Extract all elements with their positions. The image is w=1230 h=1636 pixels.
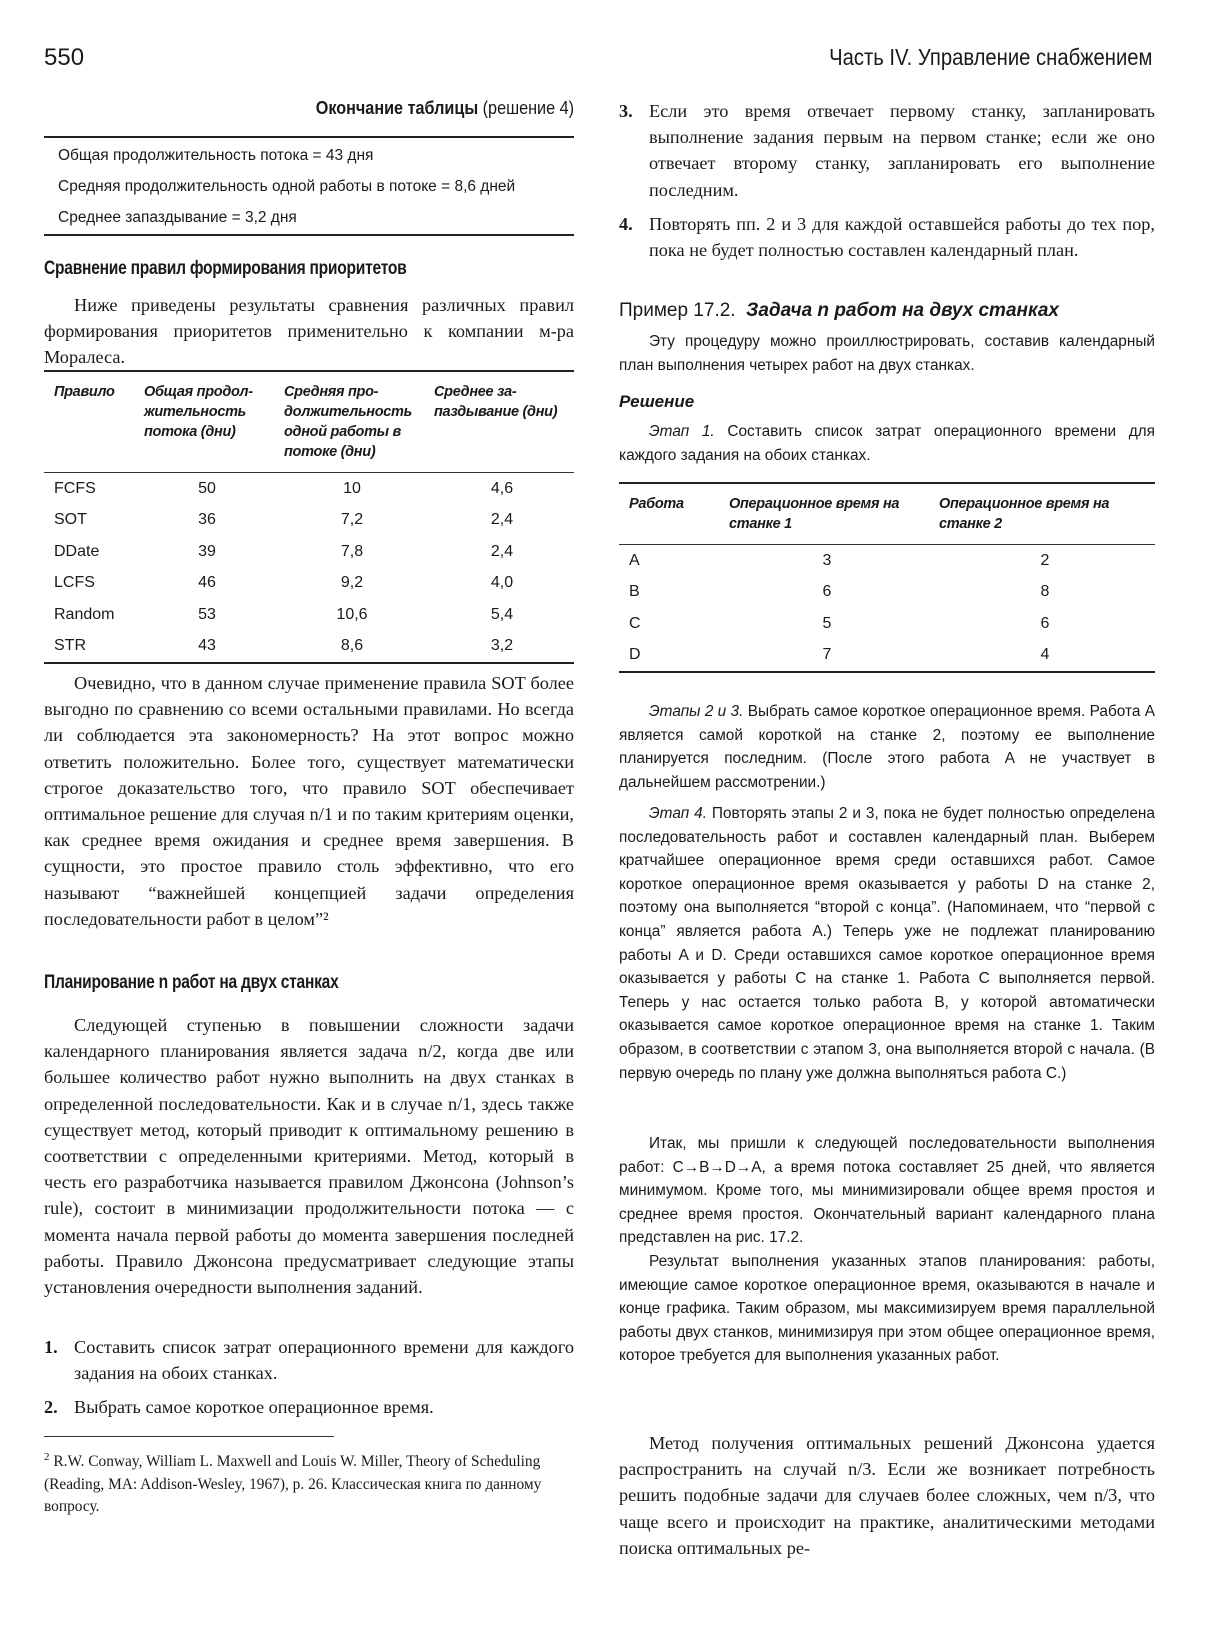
column-header: Операционное время на станке 1 <box>729 496 900 532</box>
table-cell: 5 <box>822 614 832 632</box>
table-cell: FCFS <box>54 479 96 497</box>
table-row <box>619 545 1155 577</box>
list-number: 4. <box>619 213 633 234</box>
footnote-rule <box>44 1436 334 1437</box>
footnote <box>44 1446 574 1519</box>
table-cell: STR <box>54 637 86 655</box>
solution-heading <box>619 392 1155 412</box>
column-header: Среднее за-паздывание (дни) <box>434 384 558 420</box>
table-row <box>44 536 574 568</box>
column-header: Правило <box>54 384 115 400</box>
table-cell: A <box>629 551 640 569</box>
table-cell: 4 <box>1040 646 1050 664</box>
stage-label: Этап 4. <box>649 805 707 822</box>
list-text: Если это время отвечает первому станку, запланировать выполнение задания первым на первом станке; если же оно отвечает второму станку, запланировать его выполнение последним. <box>649 101 1155 200</box>
table-row <box>44 505 574 537</box>
solution-title: Решение <box>619 392 695 411</box>
table-row <box>44 473 574 505</box>
section-heading-2 <box>44 972 574 994</box>
table-cell: 5,4 <box>490 605 514 623</box>
table-cell: 7 <box>822 646 832 664</box>
table-cell: 6 <box>822 583 832 601</box>
example-title: Задача n работ на двух станках <box>746 300 1059 321</box>
running-head: Часть IV. Управление снабжением <box>828 44 1152 70</box>
table-cell: 4,0 <box>490 574 514 592</box>
list-text: Составить список затрат операционного времени для каждого задания на обоих станках. <box>74 1337 574 1384</box>
list-item <box>44 1334 574 1386</box>
table-cell: 4,6 <box>490 479 514 497</box>
table-row <box>619 640 1155 673</box>
table-cell: 8 <box>1040 583 1050 601</box>
footnote-mark: 2 <box>44 1451 50 1463</box>
stage1-text <box>619 420 1155 467</box>
table-top-rule <box>44 136 574 138</box>
list-number: 2. <box>44 1397 58 1418</box>
table-cell: 3 <box>822 551 832 569</box>
section1-text <box>44 292 574 371</box>
table-row <box>44 599 574 631</box>
list-item <box>619 98 1155 203</box>
list-number: 1. <box>44 1337 58 1357</box>
section-title: Планирование n работ на двух станках <box>44 972 339 993</box>
table-cell: DDate <box>54 542 100 560</box>
column-header: Операционное время на станке 2 <box>939 496 1110 532</box>
continuation-table-caption <box>44 98 574 119</box>
column-header: Общая продол-жительность потока (дни) <box>144 384 253 440</box>
list-text: Выбрать самое короткое операционное время. <box>74 1397 434 1418</box>
stage-text: Повторять этапы 2 и 3, пока не будет полностью определена последовательность работ и составлен календарный план. Выберем кратчайшее операционное время среди оставшихся работ. Самое короткое операционное время оказывается у работы D на станке 2, поэтому она выполняется “второй с конца”. (Напоминаем, что “первой с конца” является работа A.) Теперь уже не подлежат планированию работы A и D. Среди оставшихся самое короткое операционное время оказывается у работы C на станке 1. Работа C выполняется первой. Теперь у нас остается только работа B, у которой автоматически оказывается самое короткое операционное время на станке 1. Таким образом, в соответствии с этапом 3, она выполняется второй с начала. (В первую очередь по плану уже должна выполняться работа C.) <box>619 805 1155 1082</box>
column-header: Работа <box>629 496 684 512</box>
stage-label: Этапы 2 и 3. <box>649 703 744 720</box>
paragraph: Ниже приведены результаты сравнения различных правил формирования приоритетов применительно к компании м-ра Моралеса. <box>44 295 574 368</box>
table-cell: LCFS <box>54 574 95 592</box>
table-cell: 46 <box>198 574 216 592</box>
table-cell: C <box>629 614 641 632</box>
table-cell: 2 <box>1040 551 1050 569</box>
table-cell: 2,4 <box>490 511 514 529</box>
continuation-table <box>44 140 574 233</box>
list-number: 3. <box>619 101 633 121</box>
paragraph: Результат выполнения указанных этапов планирования: работы, имеющие самое короткое операционное время, оказываются в начале и конце графика. Таким образом, мы максимизируем время параллельной работы двух станков, минимизируя при этом общее операционное время, которое требуется для выполнения указанных работ. <box>619 1253 1155 1365</box>
section-title: Сравнение правил формирования приоритетов <box>44 258 407 279</box>
table-row <box>44 568 574 600</box>
summary-row: Общая продолжительность потока = 43 дня <box>58 147 374 164</box>
example-number: Пример 17.2. <box>619 300 736 321</box>
table-cell: B <box>629 583 640 601</box>
discussion-text <box>44 670 574 932</box>
table-cell: 10,6 <box>336 605 368 623</box>
column-header: Средняя про-должительность одной работы в потоке (дни) <box>284 384 412 460</box>
table-bottom-rule <box>44 234 574 236</box>
stage-text: Составить список затрат операционного времени для каждого задания на обоих станках. <box>619 423 1156 464</box>
summary-row: Средняя продолжительность одной работы в потоке = 8,6 дней <box>58 178 516 195</box>
table-cell: 7,8 <box>340 542 364 560</box>
table-cell: 50 <box>198 479 216 497</box>
jobs-table <box>619 482 1155 673</box>
table-cell: 10 <box>343 479 361 497</box>
stage-label: Этап 1. <box>649 423 715 440</box>
rules-comparison-table <box>44 370 574 664</box>
example-intro <box>619 330 1155 377</box>
table-cell: 53 <box>198 605 216 623</box>
table-row <box>619 577 1155 609</box>
result-text-1 <box>619 1132 1155 1250</box>
johnson-rule-text <box>44 1012 574 1300</box>
stage4-text <box>619 802 1155 1085</box>
stage23-text <box>619 700 1155 794</box>
caption-rest: (решение 4) <box>478 98 574 118</box>
caption-bold: Окончание таблицы <box>315 98 479 118</box>
summary-row: Среднее запаздывание = 3,2 дня <box>58 209 297 226</box>
table-cell: 8,6 <box>340 637 364 655</box>
list-item <box>619 211 1155 263</box>
table-cell: SOT <box>54 511 87 529</box>
page-number: 550 <box>44 44 85 71</box>
table-row <box>619 608 1155 640</box>
steps-list-right <box>619 98 1155 271</box>
table-cell: 43 <box>198 637 216 655</box>
list-item <box>44 1394 574 1420</box>
table-cell: 7,2 <box>340 511 364 529</box>
table-cell: Random <box>54 605 115 623</box>
table-cell: 6 <box>1040 614 1050 632</box>
result-text-2 <box>619 1250 1155 1368</box>
paragraph: Итак, мы пришли к следующей последовательности выполнения работ: C→B→D→A, а время потока составляет 25 дней, что является минимумом. Кроме того, мы минимизировали общее время простоя и среднее время простоя. Окончательный вариант календарного плана представлен на рис. 17.2. <box>619 1135 1155 1247</box>
table-row <box>44 631 574 664</box>
footnote-text: R.W. Conway, William L. Maxwell and Louis W. Miller, Theory of Scheduling (Reading, MA: Addison-Wesley, 1967), p. 26. Классическая книга по данному вопросу. <box>44 1453 542 1516</box>
table-cell: 9,2 <box>340 574 364 592</box>
section-heading-1 <box>44 258 574 280</box>
paragraph: Метод получения оптимальных решений Джонсона удается распространить на случай n/3. Если же возникает потребность решить подобные задачи для случаев более сложных, чем n/3, что чаще всего и происходит на практике, аналитическими методами поиска оптимальных ре- <box>619 1433 1155 1558</box>
stage-text: Выбрать самое короткое операционное время. Работа A является самой короткой на станке 2, поэтому ее выполнение планируется последним. (После этого работа A не участвует в дальнейшем рассмотрении.) <box>619 703 1155 791</box>
table-cell: 36 <box>198 511 216 529</box>
steps-list-left <box>44 1334 574 1429</box>
final-text <box>619 1430 1155 1561</box>
table-cell: D <box>629 646 641 664</box>
table-cell: 2,4 <box>490 542 514 560</box>
paragraph: Очевидно, что в данном случае применение правила SOT более выгодно по сравнению со всеми остальными правилами. Но всегда ли соблюдается эта закономерность? На этот вопрос можно ответить положительно. Более того, существует математически строгое доказательство того, что правило SOT обеспечивает оптимальное решение для случая n/1 и по таким критериям оценки, как среднее время ожидания и среднее время завершения. В сущности, это простое правило столь эффективно, что его называют “важнейшей концепцией задачи определения последовательности работ в целом”² <box>44 673 574 929</box>
table-cell: 39 <box>198 542 216 560</box>
paragraph: Следующей ступенью в повышении сложности задачи календарного планирования является задача n/2, когда две или большее количество работ нужно выполнить на двух станках в определенной последовательности. Как и в случае n/1, здесь также существует метод, который приводит к оптимальному решению в соответствии с определенными критериями. Метод, который в честь его разработчика называется правилом Джонсона (Johnson’s rule), состоит в минимизации продолжительности потока — с момента начала первой работы до момента завершения последней работы. Правило Джонсона предусматривает следующие этапы установления очередности выполнения заданий. <box>44 1015 574 1298</box>
list-text: Повторять пп. 2 и 3 для каждой оставшейся работы до тех пор, пока не будет полностью составлен календарный план. <box>649 213 1155 261</box>
paragraph: Эту процедуру можно проиллюстрировать, составив календарный план выполнения четырех работ на двух станках. <box>619 333 1155 374</box>
table-cell: 3,2 <box>490 637 514 655</box>
example-heading <box>619 300 1155 322</box>
